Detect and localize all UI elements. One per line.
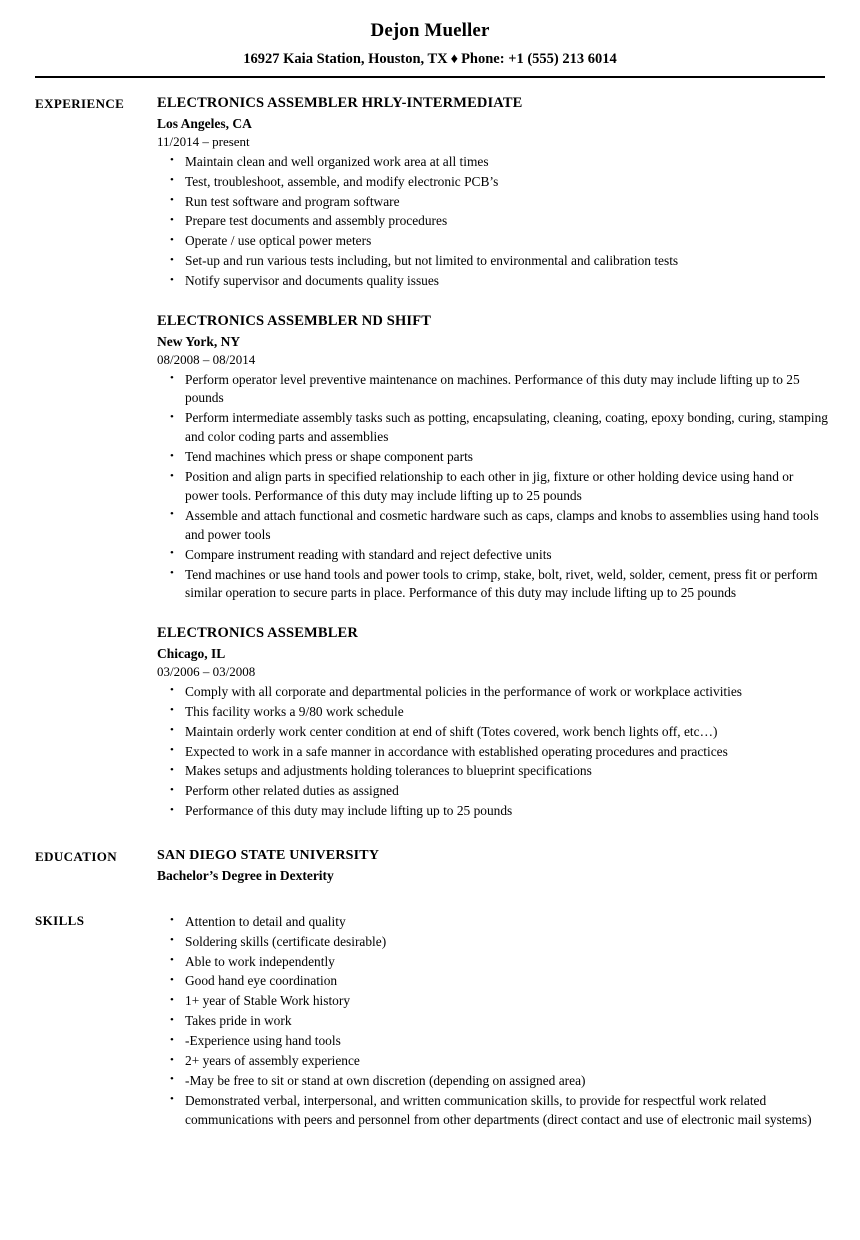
list-item: • Compare instrument reading with standard and reject defective units [157,546,830,565]
experience-section [0,94,860,821]
contact-address: 16927 Kaia Station, Houston, TX [243,50,448,67]
education-section [0,847,860,885]
job-responsibility-list [157,153,830,291]
list-item: • Comply with all corporate and departmental policies in the performance of work or workplace activities [157,683,830,702]
diamond-separator-icon: ♦ [450,50,459,67]
education-degree: Bachelor’s Degree in Dexterity [157,868,334,884]
job-location: Chicago, IL [157,646,226,662]
resume-header [0,0,860,68]
list-item: • Prepare test documents and assembly procedures [157,212,830,231]
list-item: • Operate / use optical power meters [157,232,830,251]
section-label-skills: SKILLS [35,912,85,928]
list-item: • Performance of this duty may include lifting up to 25 pounds [157,802,830,821]
list-item: • Maintain orderly work center condition at end of shift (Totes covered, work bench lights off, etc…) [157,723,830,742]
list-item: • Expected to work in a safe manner in accordance with established operating procedures and practices [157,743,830,762]
job-title: ELECTRONICS ASSEMBLER ND SHIFT [157,313,432,330]
section-label-education: EDUCATION [35,849,118,865]
section-label-experience: EXPERIENCE [35,96,125,112]
contact-line [0,51,860,68]
job-dates: 11/2014 – present [157,133,250,149]
job-location: New York, NY [157,334,241,350]
education-school: SAN DIEGO STATE UNIVERSITY [157,848,380,864]
job-dates: 08/2008 – 08/2014 [157,351,256,367]
list-item: • Perform operator level preventive maintenance on machines. Performance of this duty may include lifting up to 25 pounds [157,371,830,409]
job-title: ELECTRONICS ASSEMBLER [157,625,358,642]
skills-list [157,913,830,1130]
list-item: • Attention to detail and quality [157,913,830,932]
list-item: • Soldering skills (certificate desirable) [157,933,830,952]
list-item: • Good hand eye coordination [157,972,830,991]
list-item: • -May be free to sit or stand at own discretion (depending on assigned area) [157,1072,830,1091]
list-item: • Takes pride in work [157,1012,830,1031]
list-item: • Tend machines which press or shape component parts [157,448,830,467]
header-divider [35,76,825,78]
list-item: • Able to work independently [157,953,830,972]
job-responsibility-list [157,371,830,604]
candidate-name: Dejon Mueller [370,20,490,41]
list-item: • Notify supervisor and documents quality issues [157,272,830,291]
job-dates: 03/2006 – 03/2008 [157,663,256,679]
job-location: Los Angeles, CA [157,116,252,132]
experience-body [157,94,830,821]
education-body [157,847,830,885]
list-item: • This facility works a 9/80 work schedule [157,703,830,722]
list-item: • Perform other related duties as assigned [157,782,830,801]
list-item: • Maintain clean and well organized work area at all times [157,153,830,172]
list-item: • Perform intermediate assembly tasks such as potting, encapsulating, cleaning, coating, epoxy bonding, curing, stamping and color coding parts and assemblies [157,409,830,447]
list-item: • Makes setups and adjustments holding tolerances to blueprint specifications [157,762,830,781]
list-item: • -Experience using hand tools [157,1032,830,1051]
skills-section [0,911,860,1130]
job-responsibility-list [157,683,830,821]
contact-phone: Phone: +1 (555) 213 6014 [461,50,617,67]
list-item: • Test, troubleshoot, assemble, and modify electronic PCB’s [157,173,830,192]
experience-entry [157,624,830,821]
job-title: ELECTRONICS ASSEMBLER HRLY-INTERMEDIATE [157,95,523,112]
list-item: • Assemble and attach functional and cosmetic hardware such as caps, clamps and knobs to assemblies using hand tools and power tools [157,507,830,545]
experience-entry [157,312,830,603]
list-item: • Run test software and program software [157,193,830,212]
list-item: • Demonstrated verbal, interpersonal, and written communication skills, to provide for respectful work related communications with peers and personnel from other departments (direct contact and use of electronic mail systems) [157,1092,830,1130]
list-item: • Set-up and run various tests including, but not limited to environmental and calibration tests [157,252,830,271]
list-item: • Tend machines or use hand tools and power tools to crimp, stake, bolt, rivet, weld, solder, cement, press fit or perform similar operation to secure parts in place. Performance of this duty may include lifting up to 25 pounds [157,566,830,604]
experience-entry [157,94,830,291]
list-item: • 1+ year of Stable Work history [157,992,830,1011]
skills-body [157,911,830,1130]
list-item: • 2+ years of assembly experience [157,1052,830,1071]
list-item: • Position and align parts in specified relationship to each other in jig, fixture or other holding device using hand or power tools. Performance of this duty may include lifting up to 25 pounds [157,468,830,506]
